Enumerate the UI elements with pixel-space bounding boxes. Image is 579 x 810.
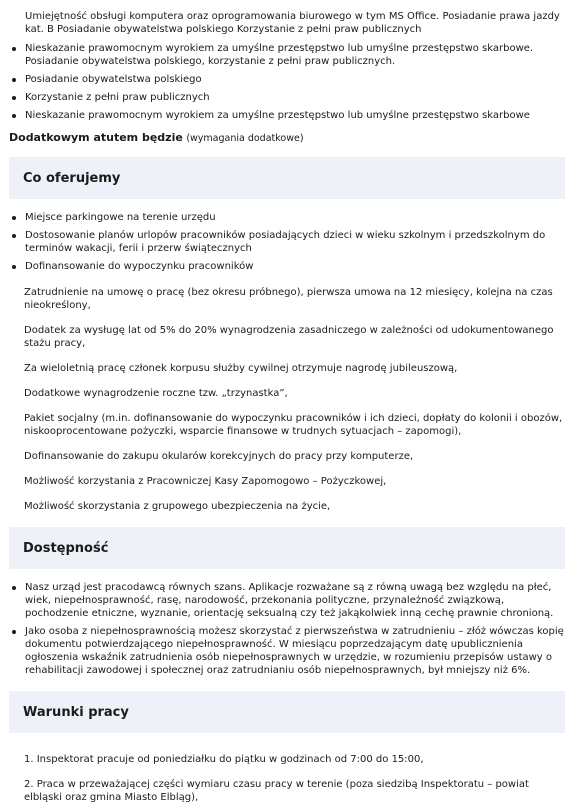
additional-requirements-heading [9,131,565,145]
conditions-paragraphs [9,753,565,804]
list-item: Nasz urząd jest pracodawcą równych szans. Aplikacje rozważane są z równą uwagą bez względu na płeć, wiek, niepełnosprawność, rasę, narodowość, przekonania polityczne, przynależność związkową, pochodzenie etniczne, wyznanie, orientację seksualną czy też jakąkolwiek inną cechę prawnie chronioną. [9,581,565,620]
offer-paragraph: Możliwość korzystania z Pracowniczej Kasy Zapomogowo – Pożyczkowej, [24,476,387,487]
list-item: Jako osoba z niepełnosprawnością możesz skorzystać z pierwszeństwa w zatrudnieniu – złóż wówczas kopię dokumentu potwierdzającego niepełnosprawność. W miesiącu poprzedzającym datę upublicznienia ogłoszenia wskaźnik zatrudnienia osób niepełnosprawnych w urzędzie, w rozumieniu przepisów ustawy o rehabilitacji zawodowej i społecznej oraz zatrudnianiu osób niepełnosprawnych, był mniejszy niż 6%. [9,625,565,677]
offer-paragraph: Zatrudnienie na umowę o pracę (bez okresu próbnego), pierwsza umowa na 12 miesięcy, kolejna na czas nieokreślony, [24,287,553,311]
offer-paragraph: Dodatek za wysługę lat od 5% do 20% wynagrodzenia zasadniczego w zależności od udokumentowanego stażu pracy, [24,325,554,349]
list-item: Nieskazanie prawomocnym wyrokiem za umyślne przestępstwo lub umyślne przestępstwo skarbowe [9,109,565,122]
list-item: Dofinansowanie do wypoczynku pracowników [9,260,565,273]
offer-paragraph: Za wieloletnią pracę członek korpusu służby cywilnej otrzymuje nagrodę jubileuszową, [24,363,458,374]
conditions-paragraph: 1. Inspektorat pracuje od poniedziałku do piątku w godzinach od 7:00 do 15:00, [24,754,424,765]
offer-paragraph: Dodatkowe wynagrodzenie roczne tzw. „trzynastka”, [24,388,288,399]
list-item: Miejsce parkingowe na terenie urzędu [9,211,565,224]
list-item: Korzystanie z pełni praw publicznych [9,91,565,104]
offer-list [9,211,565,273]
requirements-list [9,42,565,122]
offer-paragraph: Dofinansowanie do zakupu okularów korekcyjnych do pracy przy komputerze, [24,451,414,462]
requirement-text: Umiejętność obsługi komputera oraz oprogramowania biurowego w tym MS Office. Posiadanie prawa jazdy kat. B Posiadanie obywatelstwa polskiego Korzystanie z pełni praw publicznych [25,11,560,35]
accessibility-list [9,581,565,677]
offer-paragraph: Pakiet socjalny (m.in. dofinansowanie do wypoczynku pracowników i ich dzieci, dopłaty do kolonii i obozów, niskooprocentowane pożyczki, wsparcie finansowe w trudnych sytuacjach – zapomogi), [24,413,563,437]
additional-requirements-note: (wymagania dodatkowe) [186,133,304,144]
list-item: Nieskazanie prawomocnym wyrokiem za umyślne przestępstwo lub umyślne przestępstwo skarbowe. Posiadanie obywatelstwa polskiego, korzystanie z pełni praw publicznych. [9,42,565,68]
offer-paragraphs [9,286,565,513]
additional-requirements-title: Dodatkowym atutem będzie [9,131,183,144]
section-header-conditions: Warunki pracy [9,691,565,733]
requirements-continued [9,0,565,122]
section-header-accessibility: Dostępność [9,527,565,569]
list-item: Dostosowanie planów urlopów pracowników posiadających dzieci w wieku szkolnym i przedszkolnym do terminów wakacji, ferii i przerw świątecznych [9,229,565,255]
offer-paragraph: Możliwość skorzystania z grupowego ubezpieczenia na życie, [24,501,331,512]
section-header-offer: Co oferujemy [9,157,565,199]
list-item: Posiadanie obywatelstwa polskiego [9,73,565,86]
conditions-paragraph: 2. Praca w przeważającej części wymiaru czasu pracy w terenie (poza siedzibą Inspektoratu – powiat elbląski oraz gmina Miasto Elbląg), [24,779,529,803]
